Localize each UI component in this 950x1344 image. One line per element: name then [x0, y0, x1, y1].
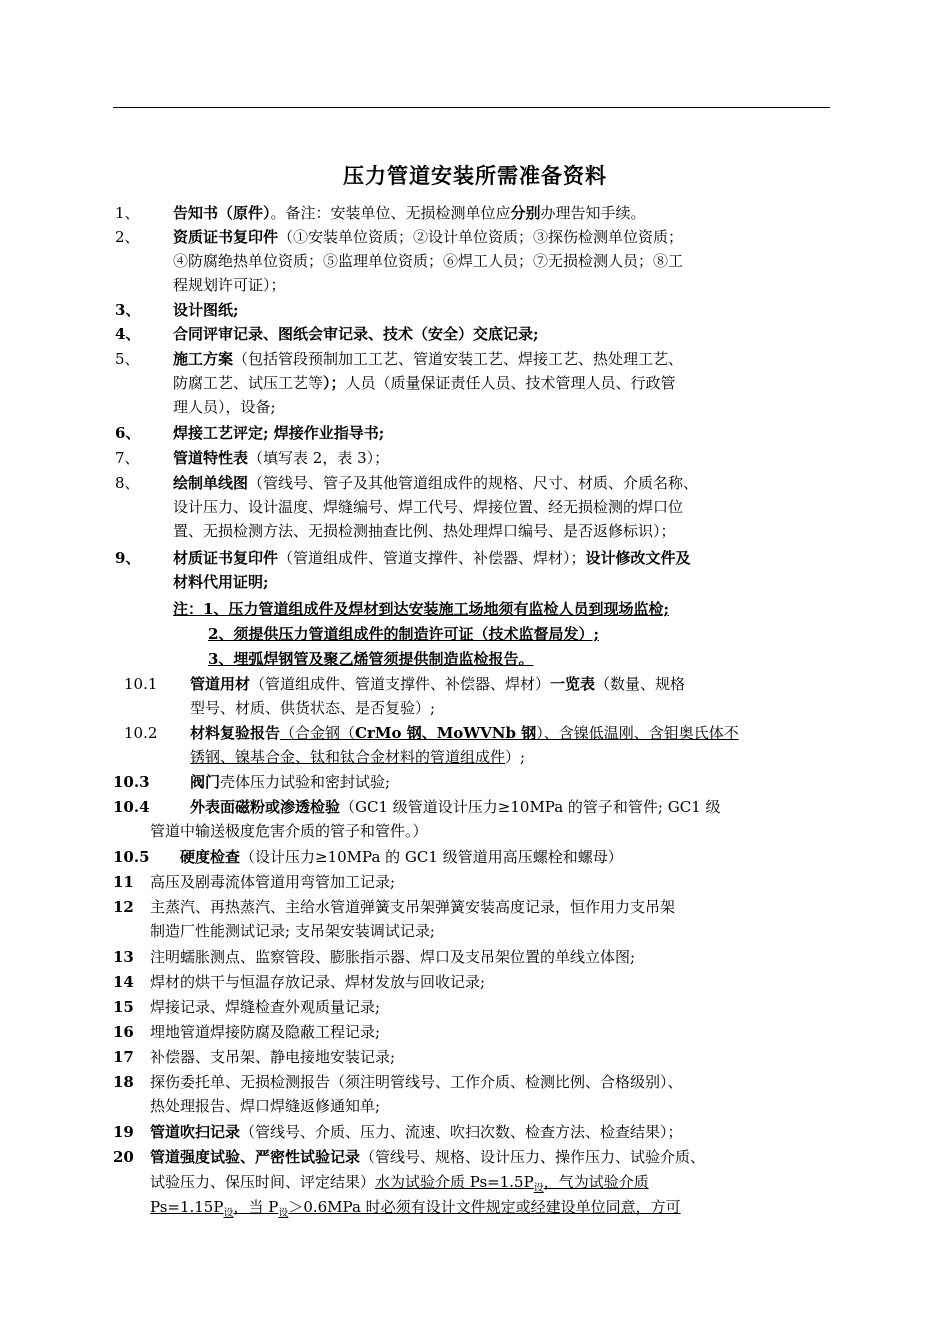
item-11: 高压及剧毒流体管道用弯管加工记录;	[150, 873, 396, 891]
document-title: 压力管道安装所需准备资料	[343, 163, 607, 188]
item-10-3: 阀门壳体压力试验和密封试验;	[190, 773, 391, 791]
item-12-line-2: 制造厂性能测试记录; 支吊架安装调试记录;	[150, 922, 435, 940]
item-2-line-2: ④防腐绝热单位资质；⑤监理单位资质；⑥焊工人员；⑦无损检测人员；⑧工	[173, 252, 684, 270]
item-16: 埋地管道焊接防腐及隐蔽工程记录;	[150, 1023, 381, 1041]
item-8-line-3: 置、无损检测方法、无损检测抽查比例、热处理焊口编号、是否返修标识）；	[173, 522, 676, 540]
item-18-line-2: 热处理报告、焊口焊缝返修通知单;	[150, 1097, 381, 1115]
item-number: 10.4	[113, 798, 150, 816]
item-5-line-2: 防腐工艺、试压工艺等）；人员（质量保证责任人员、技术管理人员、行政管	[173, 374, 676, 392]
item-number: 14	[113, 973, 134, 991]
item-2: 资质证书复印件（①安装单位资质；②设计单位资质；③探伤检测单位资质；	[173, 228, 684, 246]
item-number: 18	[113, 1073, 134, 1091]
item-number: 13	[113, 948, 134, 966]
item-10-5: 硬度检查（设计压力≥10MPa 的 GC1 级管道用高压螺栓和螺母）	[180, 848, 623, 866]
item-19: 管道吹扫记录（管线号、介质、压力、流速、吹扫次数、检查方法、检查结果）；	[150, 1123, 683, 1141]
item-10-4: 外表面磁粉或渗透检验（GC1 级管道设计压力≥10MPa 的管子和管件; GC1 级	[190, 798, 721, 816]
item-9-line-2: 材料代用证明;	[173, 573, 269, 591]
item-9: 材质证书复印件（管道组成件、管道支撑件、补偿器、焊材）；设计修改文件及	[173, 549, 691, 567]
item-number: 9、	[115, 549, 141, 567]
item-10-1: 管道用材（管道组成件、管道支撑件、补偿器、焊材）一览表（数量、规格	[190, 675, 686, 693]
item-13: 注明蠕胀测点、监察管段、膨胀指示器、焊口及支吊架位置的单线立体图;	[150, 948, 636, 966]
note-1: 注：1、压力管道组成件及焊材到达安装施工场地须有监检人员到现场监检;	[173, 600, 669, 618]
item-8-line-2: 设计压力、设计温度、焊缝编号、焊工代号、焊接位置、经无损检测的焊口位	[173, 498, 684, 516]
item-number: 15	[113, 998, 134, 1016]
item-number: 17	[113, 1048, 134, 1066]
item-number: 2、	[115, 228, 140, 246]
note-2: 2、须提供压力管道组成件的制造许可证（技术监督局发）;	[208, 625, 599, 643]
item-number: 16	[113, 1023, 134, 1041]
item-15: 焊接记录、焊缝检查外观质量记录;	[150, 998, 381, 1016]
item-10-4-line-2: 管道中输送极度危害介质的管子和管件。）	[150, 822, 428, 840]
item-number: 10.5	[113, 848, 150, 866]
item-3: 设计图纸;	[173, 301, 239, 319]
item-number: 10.2	[124, 724, 158, 742]
item-number: 11	[113, 873, 134, 891]
item-number: 5、	[115, 350, 140, 368]
item-number: 4、	[115, 325, 141, 343]
item-10-1-line-2: 型号、材质、供货状态、是否复验）;	[190, 699, 436, 717]
item-5: 施工方案（包括管段预制加工工艺、管道安装工艺、焊接工艺、热处理工艺、	[173, 350, 684, 368]
item-10-2: 材料复验报告（合金钢（CrMo 钢、MoWVNb 钢）、含镍低温刚、含钼奥氏体不	[190, 724, 739, 742]
item-1: 告知书（原件）。备注：安装单位、无损检测单位应分别办理告知手续。	[173, 204, 646, 222]
item-8: 绘制单线图（管线号、管子及其他管道组成件的规格、尺寸、材质、介质名称、	[173, 474, 699, 492]
item-6: 焊接工艺评定; 焊接作业指导书;	[173, 424, 385, 442]
item-number: 7、	[115, 449, 140, 467]
item-10-2-line-2: 锈钢、镍基合金、钛和钛合金材料的管道组成件）;	[190, 748, 526, 766]
item-number: 8、	[115, 474, 140, 492]
item-5-line-3: 理人员），设备;	[173, 398, 276, 416]
item-18: 探伤委托单、无损检测报告（须注明管线号、工作介质、检测比例、合格级别）、	[150, 1073, 683, 1091]
item-7: 管道特性表（填写表 2，表 3）；	[173, 449, 390, 467]
item-number: 12	[113, 898, 134, 916]
note-3: 3、埋弧焊钢管及聚乙烯管须提供制造监检报告。	[208, 650, 534, 668]
item-20-line-3: $Ps=1.15P_设$，当 $P_设>0.6MPa$ 时必须有设计文件规定或经建设单位同意，方可	[150, 1198, 681, 1219]
item-4: 合同评审记录、图纸会审记录、技术（安全）交底记录;	[173, 325, 539, 343]
item-2-line-3: 程规划许可证）；	[173, 276, 286, 294]
item-14: 焊材的烘干与恒温存放记录、焊材发放与回收记录;	[150, 973, 486, 991]
item-20-line-2: 试验压力、保压时间、评定结果）水为试验介质 $Ps=1.5P_设$，气为试验介质	[150, 1173, 649, 1194]
item-number: 10.3	[113, 773, 150, 791]
item-number: 3、	[115, 301, 141, 319]
item-17: 补偿器、支吊架、静电接地安装记录;	[150, 1048, 396, 1066]
item-number: 20	[113, 1148, 134, 1166]
item-number: 10.1	[124, 675, 158, 693]
item-number: 1、	[115, 204, 140, 222]
item-20: 管道强度试验、严密性试验记录（管线号、规格、设计压力、操作压力、试验介质、	[150, 1148, 706, 1166]
item-12: 主蒸汽、再热蒸汽、主给水管道弹簧支吊架弹簧安装高度记录，恒作用力支吊架	[150, 898, 676, 916]
item-number: 6、	[115, 424, 141, 442]
header-rule	[113, 107, 830, 108]
item-number: 19	[113, 1123, 134, 1141]
